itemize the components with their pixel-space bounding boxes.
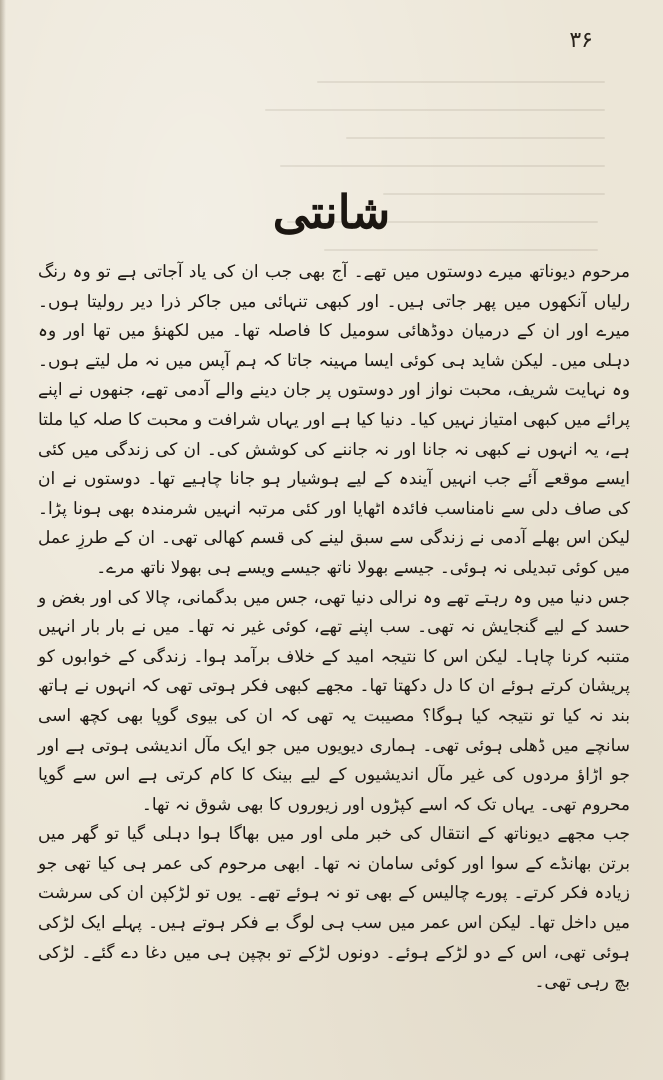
paragraph-3: جب مجھے دیوناتھ کے انتقال کی خبر ملی اور میں بھاگا ہوا دہلی گیا تو گھر میں برتن بھانڈے کے سوا اور کوئی سامان نہ تھا۔ ابھی مرحوم کی عمر ہی کیا تھی جو زیادہ فکر کرتے۔ پورے چالیس کے بھی تو نہ ہوئے تھے۔ یوں تو لڑکپن ان کی سرشت میں داخل تھا۔ لیکن اس عمر میں سب ہی لوگ بے فکر ہوتے ہیں۔ پہلے ایک لڑکی ہوئی تھی، اس کے دو لڑکے ہوئے۔ دونوں لڑکے تو بچپن ہی میں دغا دے گئے۔ لڑکی بچ رہی تھی۔ [38,824,630,993]
page-edge-shadow [0,0,6,1080]
paragraph-2: جس دنیا میں وہ رہتے تھے وہ نرالی دنیا تھی، جس میں بدگمانی، چالا کی اور بغض و حسد کے لیے گنجایش نہ تھی۔ سب اپنے تھے، کوئی غیر نہ تھا۔ میں نے بار بار انہیں متنبہ کرنا چاہا۔ لیکن اس کا نتیجہ امید کے خلاف برآمد ہوا۔ زندگی کے خوابوں کو پریشان کرتے ہوئے ان کا دل دکھتا تھا۔ مجھے کبھی فکر ہوتی تھی کہ انہوں نے ہاتھ بند نہ کیا تو نتیجہ کیا ہوگا؟ مصیبت یہ تھی کہ ان کی بیوی گوپا بھی کچھ اسی سانچے میں ڈھلی ہوئی تھی۔ ہماری دیویوں میں جو ایک مآل اندیشی ہوتی ہے اور جو اڑاؤ مردوں کی غیر مآل اندیشیوں کے لیے بینک کا کام کرتی ہے اس سے گوپا محروم تھی۔ یہاں تک کہ اسے کپڑوں اور زیوروں کا بھی شوق نہ تھا۔ [38,587,630,815]
show-through-text [250,55,620,285]
paragraph-1: مرحوم دیوناتھ میرے دوستوں میں تھے۔ آج بھی جب ان کی یاد آجاتی ہے تو وہ رنگ رلیاں آنکھوں میں پھر جاتی ہیں۔ اور کبھی تنہائی میں جاکر ذرا دیر رولیتا ہوں۔ میرے اور ان کے درمیان دوڈھائی سومیل کا فاصلہ تھا۔ میں لکھنؤ میں تھا اور وہ دہلی میں۔ لیکن شاید ہی کوئی ایسا مہینہ جاتا کہ ہم آپس میں نہ مل لیتے ہوں۔ وہ نہایت شریف، محبت نواز اور دوستوں پر جان دینے والے آدمی تھے، جنھوں نے اپنے پرائے میں کبھی امتیاز نہیں کیا۔ دنیا کیا ہے اور یہاں شرافت و محبت کا صلہ کیا ملتا ہے، یہ انہوں نے کبھی نہ جانا اور نہ جاننے کی کوشش کی۔ ان کی زندگی میں کئی ایسے موقعے آئے جب انہیں آیندہ کے لیے ہوشیار ہو جانا چاہیے تھا۔ دوستوں نے ان کی صاف دلی سے نامناسب فائدہ اٹھایا اور کئی مرتبہ انہیں شرمندہ بھی ہونا پڑا۔ لیکن اس بھلے آدمی نے زندگی سے سبق لینے کی قسم کھالی تھی۔ ان کے طرزِ عمل میں کوئی تبدیلی نہ ہوئی۔ جیسے بھولا ناتھ جیسے ویسے ہی بھولا ناتھ مرے۔ [38,262,630,578]
chapter-title: شانتی [272,185,391,239]
page-number: ۳۶ [569,28,593,53]
story-body [38,258,630,998]
